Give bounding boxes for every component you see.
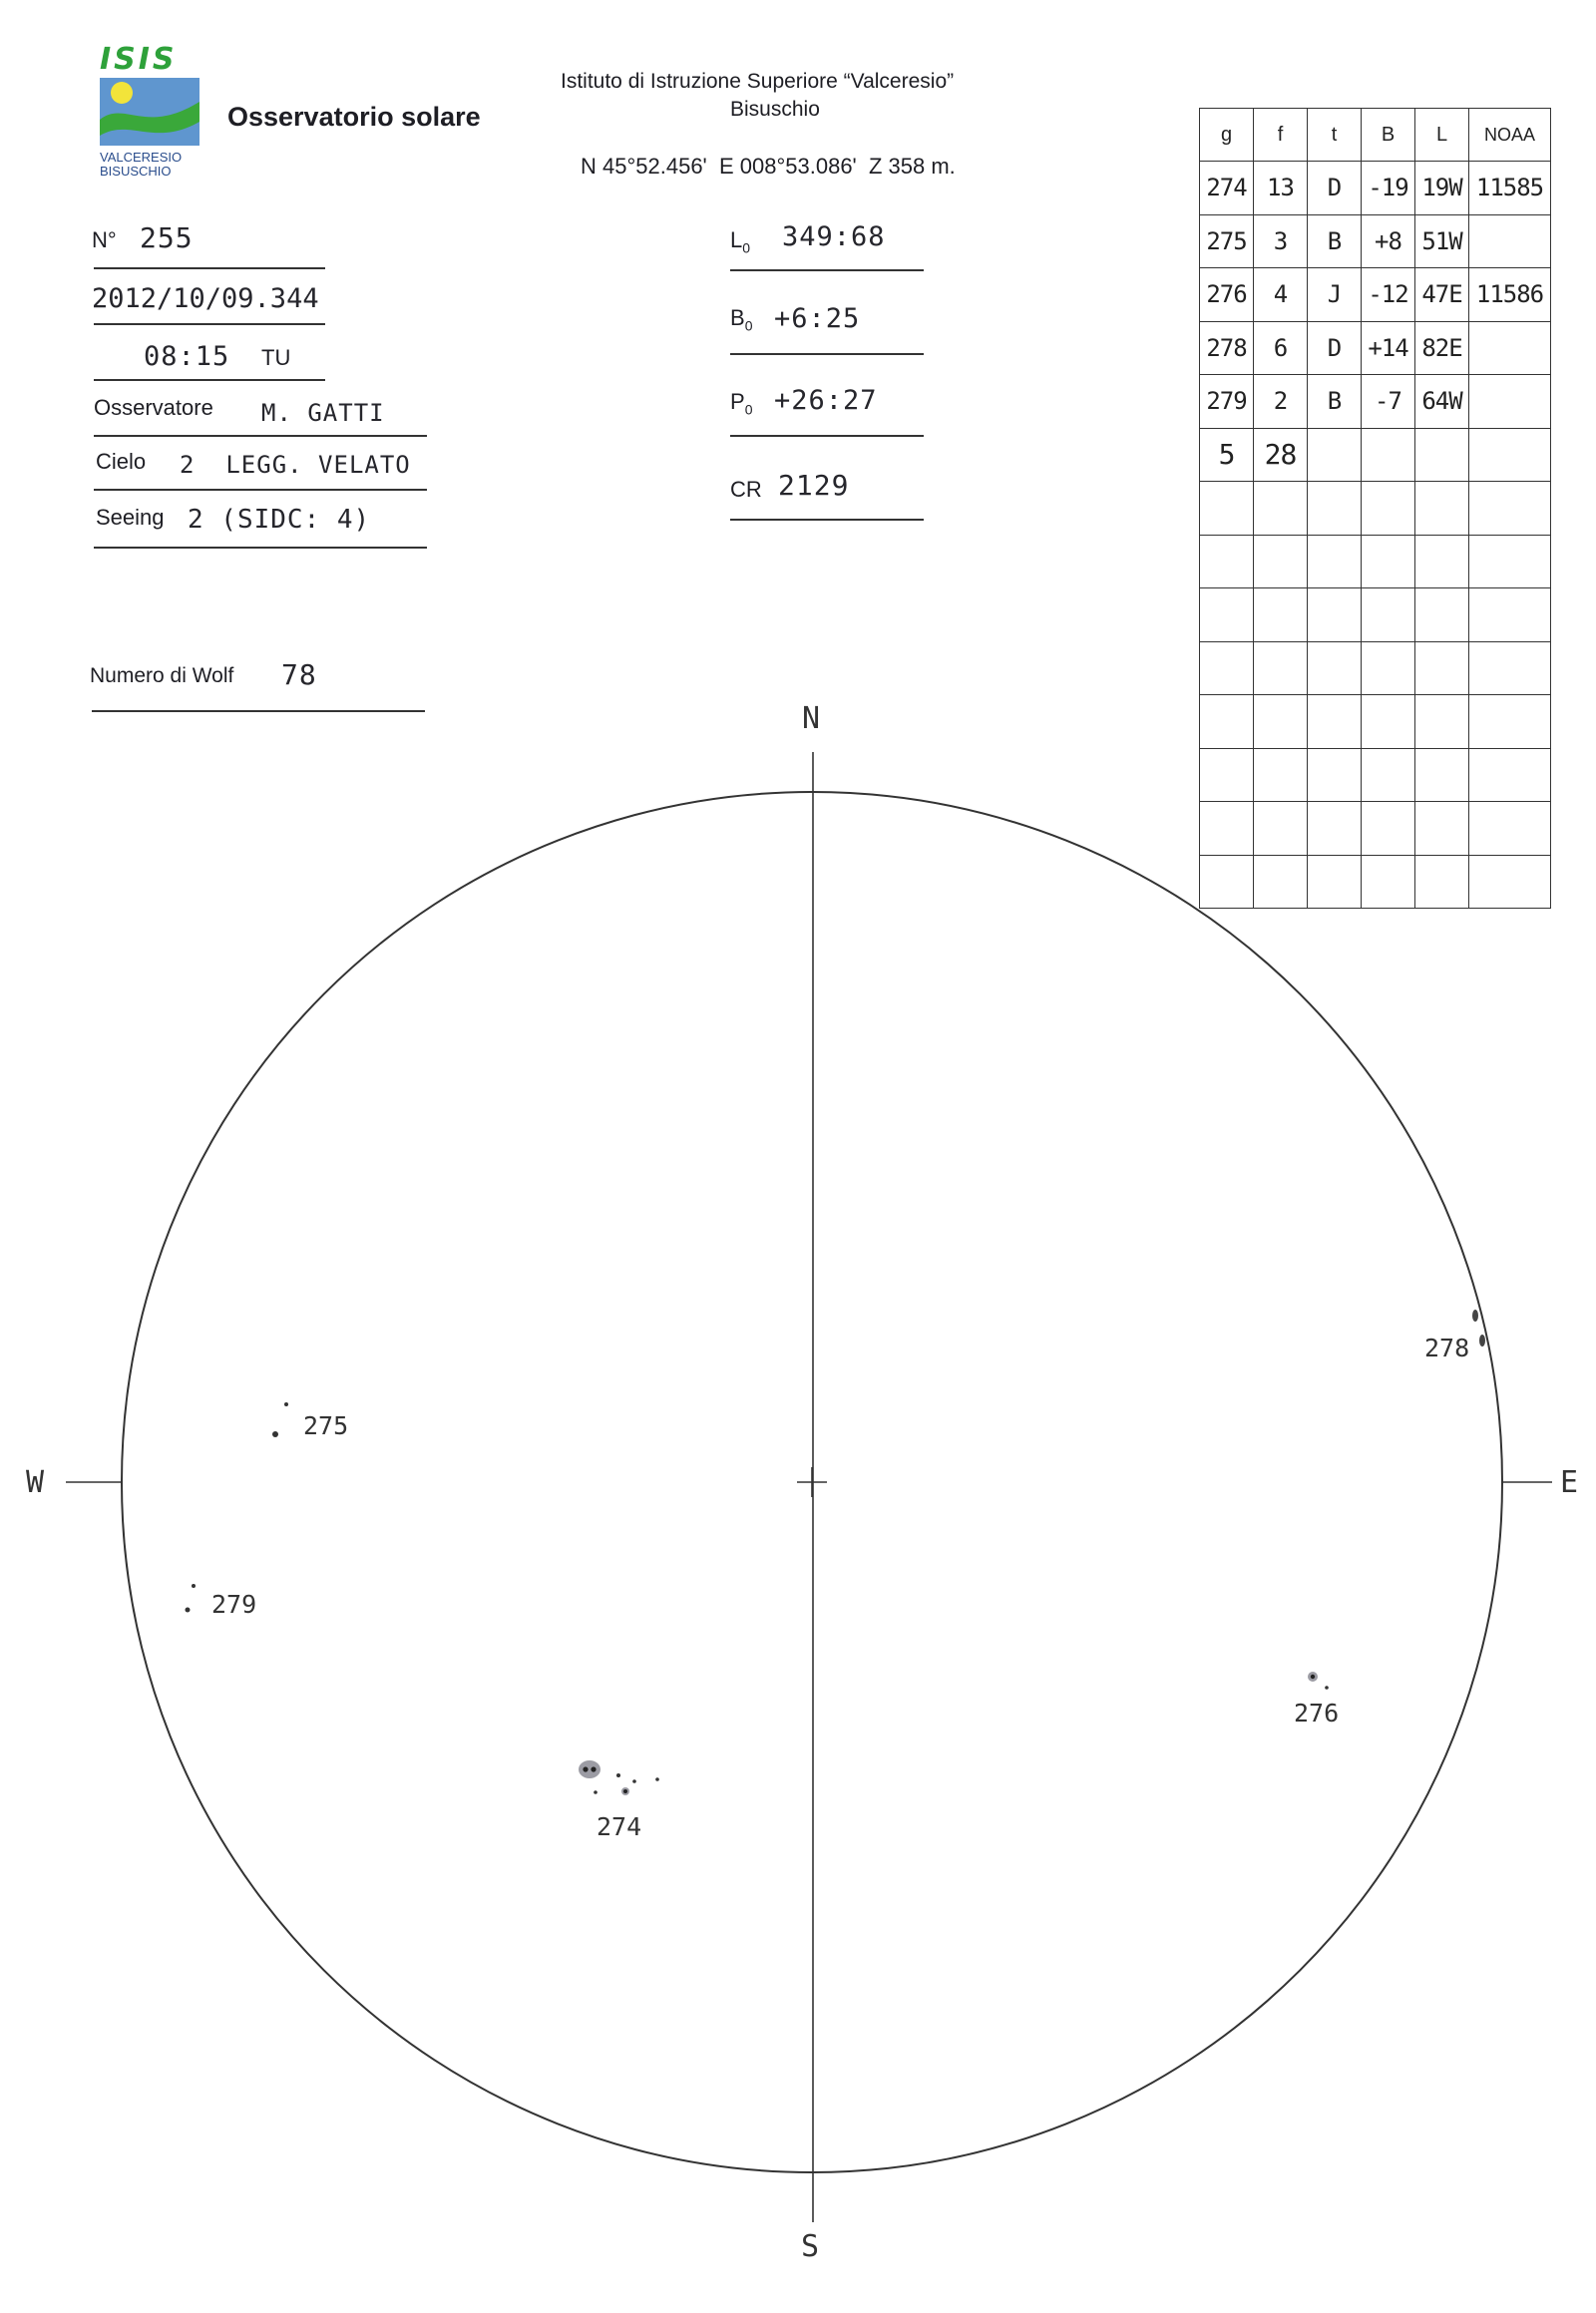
- cell-noaa: 11586: [1469, 268, 1551, 322]
- south-label: S: [801, 2229, 820, 2264]
- cell-longitude: 19W: [1415, 162, 1469, 215]
- wolf-number-value: 78: [281, 658, 317, 691]
- sunspot-group-279: [186, 1584, 257, 1619]
- cell-group: 279: [1200, 375, 1254, 429]
- cell-type: B: [1308, 214, 1362, 268]
- wolf-number-label: Numero di Wolf: [90, 664, 234, 687]
- cell-spots: 13: [1254, 162, 1308, 215]
- seeing-value: 2 (SIDC: 4): [188, 505, 371, 535]
- header-l: L: [1415, 109, 1469, 162]
- cell-type: J: [1308, 268, 1362, 322]
- report-number-label: N°: [92, 227, 117, 252]
- cell-type: D: [1308, 162, 1362, 215]
- cell-latitude: +14: [1362, 321, 1415, 375]
- cell-latitude: +8: [1362, 214, 1415, 268]
- cell-longitude: 51W: [1415, 214, 1469, 268]
- cell-longitude: 47E: [1415, 268, 1469, 322]
- observation-date: 2012/10/09.344: [92, 283, 319, 314]
- observation-time: 08:15: [144, 341, 230, 372]
- sky-value: 2 LEGG. VELATO: [180, 451, 411, 479]
- cell-type: B: [1308, 375, 1362, 429]
- group-label-275: 275: [303, 1411, 349, 1440]
- group-label-278: 278: [1424, 1334, 1470, 1362]
- sunspot-group-275: [272, 1402, 348, 1440]
- cell-group: 275: [1200, 214, 1254, 268]
- cell-group: 278: [1200, 321, 1254, 375]
- report-number-value: 255: [140, 221, 194, 254]
- page-title: Osservatorio solare: [227, 102, 481, 132]
- header-g: g: [1200, 109, 1254, 162]
- sky-label: Cielo: [96, 449, 147, 474]
- b0-label: $B_0$: [730, 305, 753, 334]
- group-label-279: 279: [211, 1590, 257, 1619]
- cell-spots: 4: [1254, 268, 1308, 322]
- observatory-coordinates: N 45°52.456' E 008°53.086' Z 358 m.: [581, 154, 956, 179]
- seeing-label: Seeing: [96, 505, 165, 530]
- group-label-274: 274: [597, 1812, 642, 1841]
- total-groups: 5: [1200, 428, 1254, 482]
- p0-label: $P_0$: [730, 389, 753, 418]
- b0-value: +6:25: [774, 303, 861, 334]
- institute-name: Istituto di Istruzione Superiore “Valceresio”: [561, 70, 955, 93]
- header-f: f: [1254, 109, 1308, 162]
- cell-noaa: 11585: [1469, 162, 1551, 215]
- observer-label: Osservatore: [94, 395, 213, 420]
- sunspot-group-274: [579, 1760, 659, 1841]
- logo-text-1: VALCERESIO: [100, 150, 183, 165]
- cell-latitude: -7: [1362, 375, 1415, 429]
- institute-town: Bisuschio: [730, 98, 820, 121]
- cell-group: 276: [1200, 268, 1254, 322]
- cell-spots: 6: [1254, 321, 1308, 375]
- header-b: B: [1362, 109, 1415, 162]
- cell-longitude: 64W: [1415, 375, 1469, 429]
- cell-latitude: -19: [1362, 162, 1415, 215]
- observer-value: M. GATTI: [261, 399, 385, 427]
- logo-wordmark: ISIS: [100, 42, 178, 77]
- l0-label: $L_0$: [730, 227, 751, 256]
- p0-value: +26:27: [774, 385, 878, 416]
- cr-value: 2129: [778, 469, 850, 502]
- cr-label: CR: [730, 477, 762, 502]
- cell-type: D: [1308, 321, 1362, 375]
- total-spots: 28: [1254, 428, 1308, 482]
- time-unit: TU: [261, 345, 291, 370]
- logo-text-2: BISUSCHIO: [100, 164, 172, 179]
- header-t: t: [1308, 109, 1362, 162]
- sunspot-group-278: [1424, 1310, 1485, 1362]
- l0-value: 349:68: [782, 221, 886, 252]
- cell-group: 274: [1200, 162, 1254, 215]
- cell-longitude: 82E: [1415, 321, 1469, 375]
- cell-spots: 2: [1254, 375, 1308, 429]
- cell-spots: 3: [1254, 214, 1308, 268]
- east-label: E: [1560, 1465, 1579, 1500]
- group-label-276: 276: [1294, 1699, 1340, 1728]
- cell-latitude: -12: [1362, 268, 1415, 322]
- sunspot-group-276: [1294, 1672, 1339, 1728]
- header-noaa: NOAA: [1469, 109, 1551, 162]
- west-label: W: [26, 1465, 45, 1500]
- north-label: N: [802, 701, 821, 736]
